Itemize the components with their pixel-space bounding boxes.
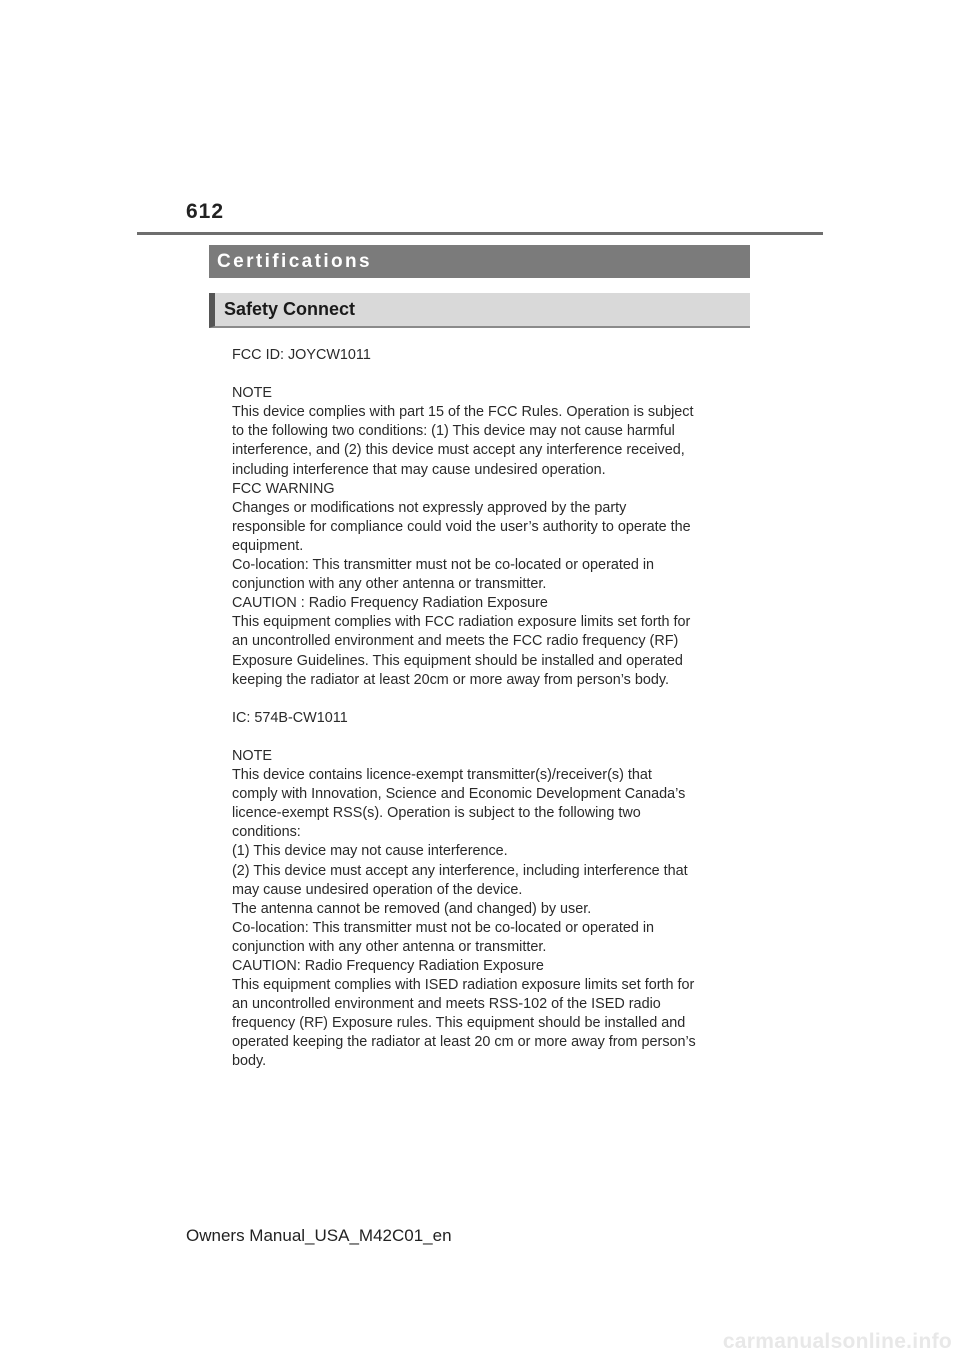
text-line: interference, and (2) this device must accept any interference received,: [232, 442, 685, 459]
text-line: (1) This device may not cause interference.: [232, 843, 508, 860]
certification-text: [232, 346, 752, 1072]
text-line: Co-location: This transmitter must not be co-located or operated in: [232, 557, 655, 574]
text-line: may cause undesired operation of the device.: [232, 881, 523, 898]
text-line: frequency (RF) Exposure rules. This equipment should be installed and: [232, 1015, 686, 1032]
text-line: conjunction with any other antenna or transmitter.: [232, 938, 547, 955]
text-line: an uncontrolled environment and meets RSS-102 of the ISED radio: [232, 996, 661, 1013]
text-line: CAUTION: Radio Frequency Radiation Exposure: [232, 958, 544, 974]
subsection-title: Safety Connect: [224, 299, 356, 319]
text-line: conjunction with any other antenna or transmitter.: [232, 576, 547, 593]
section-title: Certifications: [217, 251, 373, 272]
text-line: Exposure Guidelines. This equipment should be installed and operated: [232, 652, 683, 669]
text-line: keeping the radiator at least 20cm or more away from person’s body.: [232, 671, 670, 688]
header-rule: [137, 232, 823, 235]
text-line: FCC WARNING: [232, 480, 335, 497]
footer-manual-id: Owners Manual_USA_M42C01_en: [186, 1226, 452, 1245]
section-header: [209, 245, 750, 278]
text-line: Changes or modifications not expressly approved by the party: [232, 499, 627, 516]
text-line: The antenna cannot be removed (and changed) by user.: [232, 900, 592, 917]
text-line: to the following two conditions: (1) This device may not cause harmful: [232, 423, 675, 440]
text-line: CAUTION : Radio Frequency Radiation Exposure: [232, 595, 548, 612]
watermark: carmanualsonline.info: [722, 1330, 952, 1353]
text-line: IC: 574B-CW1011: [232, 709, 348, 726]
text-line: Co-location: This transmitter must not be co-located or operated in: [232, 919, 655, 936]
subsection-header: [209, 293, 750, 328]
page-number: 612: [186, 200, 225, 223]
text-line: licence-exempt RSS(s). Operation is subject to the following two: [232, 805, 641, 822]
paragraph-gap: [232, 690, 752, 709]
paragraph-gap: [232, 365, 752, 384]
text-line: responsible for compliance could void the user’s authority to operate the: [232, 518, 691, 535]
text-line: operated keeping the radiator at least 20 cm or more away from person’s: [232, 1034, 696, 1051]
text-line: including interference that may cause undesired operation.: [232, 461, 606, 478]
text-line: an uncontrolled environment and meets the FCC radio frequency (RF): [232, 633, 679, 650]
text-line: This device complies with part 15 of the FCC Rules. Operation is subject: [232, 404, 694, 421]
text-line: NOTE: [232, 385, 272, 402]
text-line: This device contains licence-exempt transmitter(s)/receiver(s) that: [232, 767, 652, 784]
text-line: body.: [232, 1053, 267, 1070]
text-line: equipment.: [232, 537, 304, 554]
text-line: FCC ID: JOYCW1011: [232, 347, 371, 363]
paragraph-gap: [232, 728, 752, 747]
text-line: NOTE: [232, 747, 272, 764]
text-line: (2) This device must accept any interference, including interference that: [232, 862, 688, 879]
text-line: This equipment complies with ISED radiation exposure limits set forth for: [232, 977, 695, 994]
text-line: This equipment complies with FCC radiation exposure limits set forth for: [232, 614, 691, 631]
text-line: conditions:: [232, 824, 301, 841]
text-line: comply with Innovation, Science and Economic Development Canada’s: [232, 786, 686, 803]
